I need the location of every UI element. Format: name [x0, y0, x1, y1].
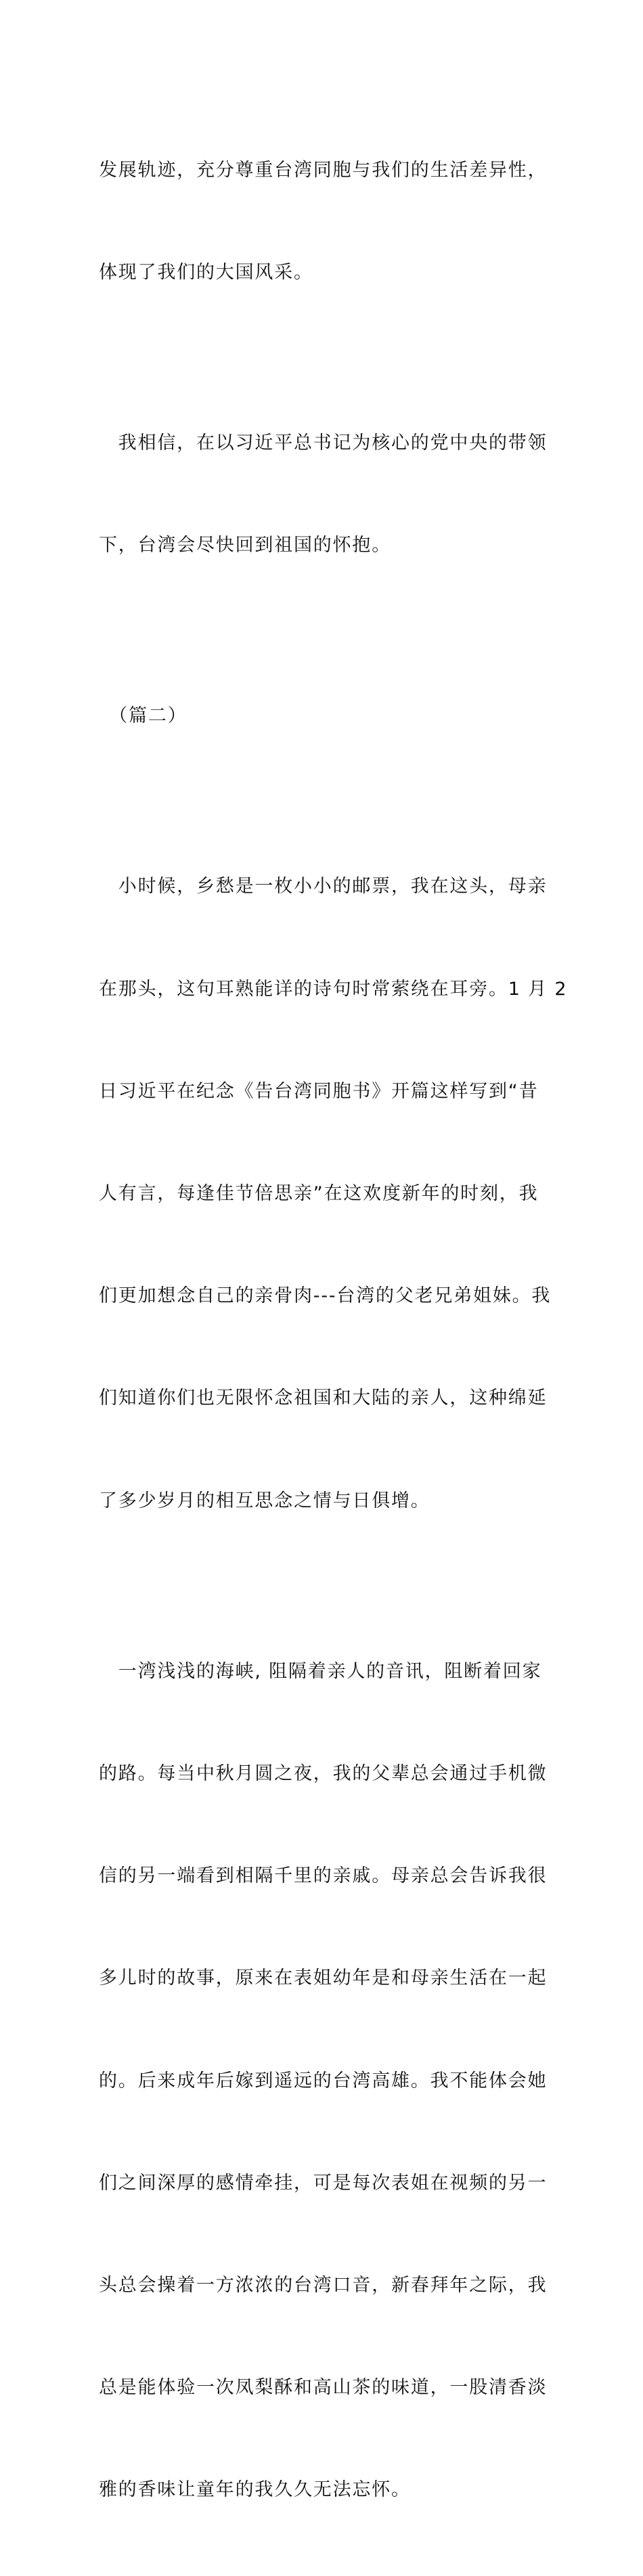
- text-line: 了多少岁月的相互思念之情与日俱增。: [99, 1490, 430, 1511]
- text-line: 头总会操着一方浓浓的台湾口音，新春拜年之际，我: [99, 2275, 548, 2296]
- text-line: 们知道你们也无限怀念祖国和大陆的亲人，这种绵延: [99, 1387, 548, 1409]
- text-line: 日习近平在纪念《告台湾同胞书》开篇这样写到“昔: [99, 1080, 539, 1102]
- text-line: 发展轨迹，充分尊重台湾同胞与我们的生活差异性，: [99, 159, 548, 181]
- text-line: 我相信，在以习近平总书记为核心的党中央的带领: [99, 432, 548, 454]
- text-line: （篇二）: [99, 705, 187, 727]
- text-line: 小时候，乡愁是一枚小小的邮票，我在这头，母亲: [99, 876, 548, 897]
- text-line: 人有言，每逢佳节倍思亲”在这欢度新年的时刻，我: [99, 1183, 539, 1204]
- text-line: 下，台湾会尽快回到祖国的怀抱。: [99, 535, 391, 556]
- text-line: 们之间深厚的感情牵挂，可是每次表姐在视频的另一: [99, 2172, 548, 2194]
- text-line: 体现了我们的大国风采。: [99, 262, 313, 284]
- paragraph-1: [99, 85, 551, 358]
- paragraph-3: [99, 802, 568, 1586]
- body-text: [99, 85, 568, 2576]
- paragraph-2: [99, 358, 551, 631]
- text-line: 的路。每当中秋月圆之夜，我的父辈总会通过手机微: [99, 1762, 548, 1784]
- text-line: 的。后来成年后嫁到遥远的台湾高雄。我不能体会她: [99, 2070, 548, 2091]
- text-line: 雅的香味让童年的我久久无法忘怀。: [99, 2479, 411, 2501]
- text-line: 一湾浅浅的海峡, 阻隔着亲人的音讯，阻断着回家: [99, 1660, 542, 1682]
- text-line: 多儿时的故事，原来在表姐幼年是和母亲生活在一起: [99, 1968, 548, 1989]
- text-line: 在那头，这句耳熟能详的诗句时常萦绕在耳旁。1 月 2: [99, 978, 568, 1000]
- text-line: 们更加想念自己的亲骨肉---台湾的父老兄弟姐妹。我: [99, 1285, 552, 1307]
- paragraph-4: [99, 1586, 551, 2576]
- section-heading: [99, 631, 551, 802]
- text-line: 信的另一端看到相隔千里的亲戚。母亲总会告诉我很: [99, 1865, 548, 1887]
- text-line: 总是能体验一次凤梨酥和高山茶的味道，一股清香淡: [99, 2377, 548, 2399]
